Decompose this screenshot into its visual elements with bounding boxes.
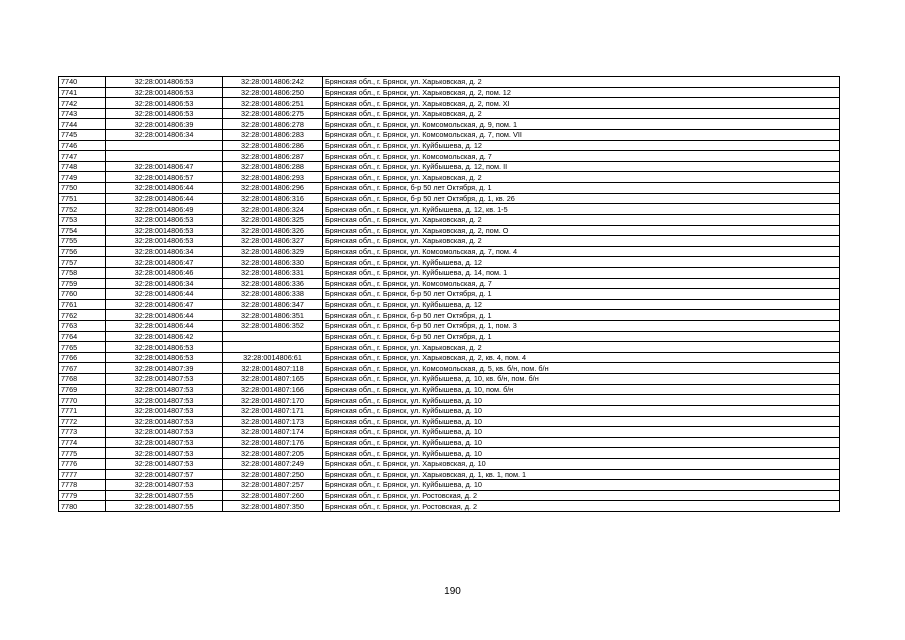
- object-cadastral-number: 32:28:0014806:329: [223, 246, 323, 257]
- row-number: 7745: [59, 130, 106, 141]
- land-plot-cadastral-number: 32:28:0014806:44: [106, 321, 223, 332]
- row-number: 7766: [59, 352, 106, 363]
- object-cadastral-number: 32:28:0014807:173: [223, 416, 323, 427]
- table-row: [59, 257, 840, 268]
- row-number: 7748: [59, 161, 106, 172]
- object-cadastral-number: 32:28:0014807:174: [223, 427, 323, 438]
- land-plot-cadastral-number: 32:28:0014806:53: [106, 352, 223, 363]
- address-cell: Брянская обл., г. Брянск, ул. Куйбышева, д. 10, кв. б/н, пом. б/н: [323, 374, 840, 385]
- table-row: [59, 278, 840, 289]
- address-cell: Брянская обл., г. Брянск, ул. Комсомольская, д. 5, кв. б/н, пом. б/н: [323, 363, 840, 374]
- address-cell: Брянская обл., г. Брянск, б-р 50 лет Октября, д. 1: [323, 310, 840, 321]
- object-cadastral-number: 32:28:0014806:250: [223, 87, 323, 98]
- table-row: [59, 437, 840, 448]
- address-cell: Брянская обл., г. Брянск, б-р 50 лет Октября, д. 1: [323, 183, 840, 194]
- row-number: 7744: [59, 119, 106, 130]
- object-cadastral-number: 32:28:0014807:350: [223, 501, 323, 512]
- object-cadastral-number: 32:28:0014806:251: [223, 98, 323, 109]
- row-number: 7765: [59, 342, 106, 353]
- row-number: 7772: [59, 416, 106, 427]
- object-cadastral-number: 32:28:0014806:351: [223, 310, 323, 321]
- object-cadastral-number: 32:28:0014806:338: [223, 289, 323, 300]
- land-plot-cadastral-number: 32:28:0014806:53: [106, 214, 223, 225]
- row-number: 7768: [59, 374, 106, 385]
- row-number: 7742: [59, 98, 106, 109]
- table-row: [59, 395, 840, 406]
- address-cell: Брянская обл., г. Брянск, ул. Куйбышева, д. 10: [323, 480, 840, 491]
- table-row: [59, 310, 840, 321]
- object-cadastral-number: 32:28:0014806:293: [223, 172, 323, 183]
- address-cell: Брянская обл., г. Брянск, ул. Куйбышева, д. 10: [323, 427, 840, 438]
- table-row: [59, 363, 840, 374]
- table-row: [59, 299, 840, 310]
- row-number: 7777: [59, 469, 106, 480]
- object-cadastral-number: 32:28:0014807:165: [223, 374, 323, 385]
- object-cadastral-number: 32:28:0014807:176: [223, 437, 323, 448]
- table-row: [59, 140, 840, 151]
- row-number: 7747: [59, 151, 106, 162]
- table-row: [59, 183, 840, 194]
- land-plot-cadastral-number: 32:28:0014806:34: [106, 278, 223, 289]
- land-plot-cadastral-number: 32:28:0014806:39: [106, 119, 223, 130]
- land-plot-cadastral-number: 32:28:0014807:39: [106, 363, 223, 374]
- row-number: 7755: [59, 236, 106, 247]
- row-number: 7743: [59, 108, 106, 119]
- table-row: [59, 374, 840, 385]
- land-plot-cadastral-number: 32:28:0014807:53: [106, 458, 223, 469]
- object-cadastral-number: 32:28:0014806:288: [223, 161, 323, 172]
- table-row: [59, 289, 840, 300]
- address-cell: Брянская обл., г. Брянск, ул. Куйбышева, д. 10: [323, 437, 840, 448]
- address-cell: Брянская обл., г. Брянск, ул. Харьковская, д. 2, пом. О: [323, 225, 840, 236]
- address-cell: Брянская обл., г. Брянск, ул. Харьковская, д. 2: [323, 236, 840, 247]
- land-plot-cadastral-number: 32:28:0014806:47: [106, 257, 223, 268]
- address-cell: Брянская обл., г. Брянск, ул. Харьковская, д. 2: [323, 214, 840, 225]
- address-cell: Брянская обл., г. Брянск, б-р 50 лет Октября, д. 1, кв. 26: [323, 193, 840, 204]
- row-number: 7763: [59, 321, 106, 332]
- table-row: [59, 108, 840, 119]
- object-cadastral-number: 32:28:0014807:257: [223, 480, 323, 491]
- row-number: 7774: [59, 437, 106, 448]
- land-plot-cadastral-number: 32:28:0014806:53: [106, 108, 223, 119]
- row-number: 7751: [59, 193, 106, 204]
- address-cell: Брянская обл., г. Брянск, ул. Комсомольская, д. 7, пом. VII: [323, 130, 840, 141]
- land-plot-cadastral-number: 32:28:0014807:57: [106, 469, 223, 480]
- land-plot-cadastral-number: 32:28:0014806:46: [106, 267, 223, 278]
- object-cadastral-number: 32:28:0014806:296: [223, 183, 323, 194]
- address-cell: Брянская обл., г. Брянск, ул. Куйбышева, д. 12: [323, 299, 840, 310]
- land-plot-cadastral-number: 32:28:0014806:47: [106, 161, 223, 172]
- land-plot-cadastral-number: 32:28:0014807:53: [106, 480, 223, 491]
- table-row: [59, 119, 840, 130]
- land-plot-cadastral-number: 32:28:0014806:44: [106, 310, 223, 321]
- object-cadastral-number: 32:28:0014806:347: [223, 299, 323, 310]
- address-cell: Брянская обл., г. Брянск, ул. Харьковская, д. 10: [323, 458, 840, 469]
- object-cadastral-number: [223, 331, 323, 342]
- table-row: [59, 342, 840, 353]
- land-plot-cadastral-number: 32:28:0014806:53: [106, 77, 223, 88]
- cadastral-table-body: [59, 77, 840, 512]
- table-row: [59, 405, 840, 416]
- land-plot-cadastral-number: 32:28:0014806:53: [106, 98, 223, 109]
- land-plot-cadastral-number: 32:28:0014806:44: [106, 183, 223, 194]
- row-number: 7741: [59, 87, 106, 98]
- land-plot-cadastral-number: 32:28:0014806:44: [106, 289, 223, 300]
- table-row: [59, 151, 840, 162]
- row-number: 7740: [59, 77, 106, 88]
- table-row: [59, 246, 840, 257]
- row-number: 7776: [59, 458, 106, 469]
- object-cadastral-number: 32:28:0014807:166: [223, 384, 323, 395]
- table-row: [59, 204, 840, 215]
- row-number: 7769: [59, 384, 106, 395]
- table-row: [59, 161, 840, 172]
- land-plot-cadastral-number: 32:28:0014806:44: [106, 193, 223, 204]
- address-cell: Брянская обл., г. Брянск, ул. Куйбышева, д. 14, пом. 1: [323, 267, 840, 278]
- object-cadastral-number: 32:28:0014806:242: [223, 77, 323, 88]
- row-number: 7761: [59, 299, 106, 310]
- land-plot-cadastral-number: 32:28:0014806:53: [106, 236, 223, 247]
- table-row: [59, 172, 840, 183]
- address-cell: Брянская обл., г. Брянск, ул. Куйбышева, д. 10: [323, 448, 840, 459]
- address-cell: Брянская обл., г. Брянск, ул. Харьковская, д. 2, кв. 4, пом. 4: [323, 352, 840, 363]
- row-number: 7750: [59, 183, 106, 194]
- row-number: 7779: [59, 490, 106, 501]
- row-number: 7758: [59, 267, 106, 278]
- address-cell: Брянская обл., г. Брянск, ул. Ростовская, д. 2: [323, 501, 840, 512]
- land-plot-cadastral-number: 32:28:0014807:53: [106, 395, 223, 406]
- table-row: [59, 501, 840, 512]
- address-cell: Брянская обл., г. Брянск, ул. Куйбышева, д. 10, пом. б/н: [323, 384, 840, 395]
- table-row: [59, 448, 840, 459]
- land-plot-cadastral-number: 32:28:0014806:34: [106, 246, 223, 257]
- land-plot-cadastral-number: 32:28:0014806:49: [106, 204, 223, 215]
- table-row: [59, 130, 840, 141]
- address-cell: Брянская обл., г. Брянск, ул. Куйбышева, д. 10: [323, 395, 840, 406]
- table-row: [59, 214, 840, 225]
- land-plot-cadastral-number: 32:28:0014806:47: [106, 299, 223, 310]
- table-row: [59, 87, 840, 98]
- object-cadastral-number: 32:28:0014806:326: [223, 225, 323, 236]
- row-number: 7752: [59, 204, 106, 215]
- row-number: 7780: [59, 501, 106, 512]
- row-number: 7775: [59, 448, 106, 459]
- table-row: [59, 98, 840, 109]
- row-number: 7760: [59, 289, 106, 300]
- object-cadastral-number: 32:28:0014806:331: [223, 267, 323, 278]
- object-cadastral-number: 32:28:0014806:287: [223, 151, 323, 162]
- object-cadastral-number: 32:28:0014806:352: [223, 321, 323, 332]
- table-row: [59, 384, 840, 395]
- address-cell: Брянская обл., г. Брянск, ул. Куйбышева, д. 12, пом. II: [323, 161, 840, 172]
- land-plot-cadastral-number: 32:28:0014806:53: [106, 342, 223, 353]
- row-number: 7771: [59, 405, 106, 416]
- row-number: 7757: [59, 257, 106, 268]
- row-number: 7778: [59, 480, 106, 491]
- object-cadastral-number: 32:28:0014807:250: [223, 469, 323, 480]
- address-cell: Брянская обл., г. Брянск, ул. Харьковская, д. 2, пом. XI: [323, 98, 840, 109]
- row-number: 7767: [59, 363, 106, 374]
- object-cadastral-number: 32:28:0014806:275: [223, 108, 323, 119]
- address-cell: Брянская обл., г. Брянск, ул. Харьковская, д. 2: [323, 342, 840, 353]
- land-plot-cadastral-number: 32:28:0014806:53: [106, 225, 223, 236]
- address-cell: Брянская обл., г. Брянск, ул. Харьковская, д. 1, кв. 1, пом. 1: [323, 469, 840, 480]
- object-cadastral-number: 32:28:0014807:249: [223, 458, 323, 469]
- table-row: [59, 469, 840, 480]
- object-cadastral-number: 32:28:0014806:283: [223, 130, 323, 141]
- table-row: [59, 427, 840, 438]
- object-cadastral-number: 32:28:0014806:336: [223, 278, 323, 289]
- land-plot-cadastral-number: 32:28:0014806:34: [106, 130, 223, 141]
- object-cadastral-number: 32:28:0014807:205: [223, 448, 323, 459]
- address-cell: Брянская обл., г. Брянск, ул. Комсомольская, д. 9, пом. 1: [323, 119, 840, 130]
- object-cadastral-number: 32:28:0014807:118: [223, 363, 323, 374]
- land-plot-cadastral-number: 32:28:0014806:53: [106, 87, 223, 98]
- row-number: 7749: [59, 172, 106, 183]
- row-number: 7759: [59, 278, 106, 289]
- object-cadastral-number: 32:28:0014807:171: [223, 405, 323, 416]
- table-row: [59, 352, 840, 363]
- row-number: 7762: [59, 310, 106, 321]
- address-cell: Брянская обл., г. Брянск, ул. Харьковская, д. 2: [323, 172, 840, 183]
- land-plot-cadastral-number: [106, 151, 223, 162]
- object-cadastral-number: 32:28:0014806:61: [223, 352, 323, 363]
- table-row: [59, 458, 840, 469]
- address-cell: Брянская обл., г. Брянск, ул. Куйбышева, д. 12, кв. 1-5: [323, 204, 840, 215]
- object-cadastral-number: 32:28:0014806:325: [223, 214, 323, 225]
- address-cell: Брянская обл., г. Брянск, ул. Харьковская, д. 2: [323, 108, 840, 119]
- row-number: 7753: [59, 214, 106, 225]
- table-row: [59, 321, 840, 332]
- land-plot-cadastral-number: [106, 140, 223, 151]
- table-row: [59, 480, 840, 491]
- table-row: [59, 77, 840, 88]
- cadastral-table: [58, 76, 840, 512]
- row-number: 7756: [59, 246, 106, 257]
- table-row: [59, 236, 840, 247]
- object-cadastral-number: [223, 342, 323, 353]
- address-cell: Брянская обл., г. Брянск, ул. Куйбышева, д. 10: [323, 405, 840, 416]
- row-number: 7770: [59, 395, 106, 406]
- land-plot-cadastral-number: 32:28:0014807:55: [106, 490, 223, 501]
- address-cell: Брянская обл., г. Брянск, б-р 50 лет Октября, д. 1, пом. 3: [323, 321, 840, 332]
- object-cadastral-number: 32:28:0014806:327: [223, 236, 323, 247]
- address-cell: Брянская обл., г. Брянск, ул. Куйбышева, д. 10: [323, 416, 840, 427]
- table-row: [59, 331, 840, 342]
- land-plot-cadastral-number: 32:28:0014807:53: [106, 374, 223, 385]
- address-cell: Брянская обл., г. Брянск, ул. Куйбышева, д. 12: [323, 257, 840, 268]
- address-cell: Брянская обл., г. Брянск, б-р 50 лет Октября, д. 1: [323, 331, 840, 342]
- object-cadastral-number: 32:28:0014806:278: [223, 119, 323, 130]
- address-cell: Брянская обл., г. Брянск, ул. Харьковская, д. 2: [323, 77, 840, 88]
- land-plot-cadastral-number: 32:28:0014807:53: [106, 416, 223, 427]
- table-row: [59, 490, 840, 501]
- land-plot-cadastral-number: 32:28:0014807:55: [106, 501, 223, 512]
- object-cadastral-number: 32:28:0014806:324: [223, 204, 323, 215]
- row-number: 7754: [59, 225, 106, 236]
- row-number: 7764: [59, 331, 106, 342]
- address-cell: Брянская обл., г. Брянск, ул. Ростовская, д. 2: [323, 490, 840, 501]
- object-cadastral-number: 32:28:0014806:286: [223, 140, 323, 151]
- address-cell: Брянская обл., г. Брянск, ул. Комсомольская, д. 7, пом. 4: [323, 246, 840, 257]
- land-plot-cadastral-number: 32:28:0014806:42: [106, 331, 223, 342]
- land-plot-cadastral-number: 32:28:0014807:53: [106, 448, 223, 459]
- land-plot-cadastral-number: 32:28:0014806:57: [106, 172, 223, 183]
- table-row: [59, 416, 840, 427]
- address-cell: Брянская обл., г. Брянск, ул. Харьковская, д. 2, пом. 12: [323, 87, 840, 98]
- table-row: [59, 193, 840, 204]
- land-plot-cadastral-number: 32:28:0014807:53: [106, 405, 223, 416]
- row-number: 7773: [59, 427, 106, 438]
- address-cell: Брянская обл., г. Брянск, ул. Комсомольская, д. 7: [323, 151, 840, 162]
- land-plot-cadastral-number: 32:28:0014807:53: [106, 384, 223, 395]
- land-plot-cadastral-number: 32:28:0014807:53: [106, 427, 223, 438]
- object-cadastral-number: 32:28:0014807:170: [223, 395, 323, 406]
- address-cell: Брянская обл., г. Брянск, ул. Куйбышева, д. 12: [323, 140, 840, 151]
- row-number: 7746: [59, 140, 106, 151]
- table-row: [59, 267, 840, 278]
- object-cadastral-number: 32:28:0014807:260: [223, 490, 323, 501]
- address-cell: Брянская обл., г. Брянск, ул. Комсомольская, д. 7: [323, 278, 840, 289]
- object-cadastral-number: 32:28:0014806:330: [223, 257, 323, 268]
- page-number: 190: [444, 586, 461, 597]
- table-row: [59, 225, 840, 236]
- object-cadastral-number: 32:28:0014806:316: [223, 193, 323, 204]
- land-plot-cadastral-number: 32:28:0014807:53: [106, 437, 223, 448]
- address-cell: Брянская обл., г. Брянск, б-р 50 лет Октября, д. 1: [323, 289, 840, 300]
